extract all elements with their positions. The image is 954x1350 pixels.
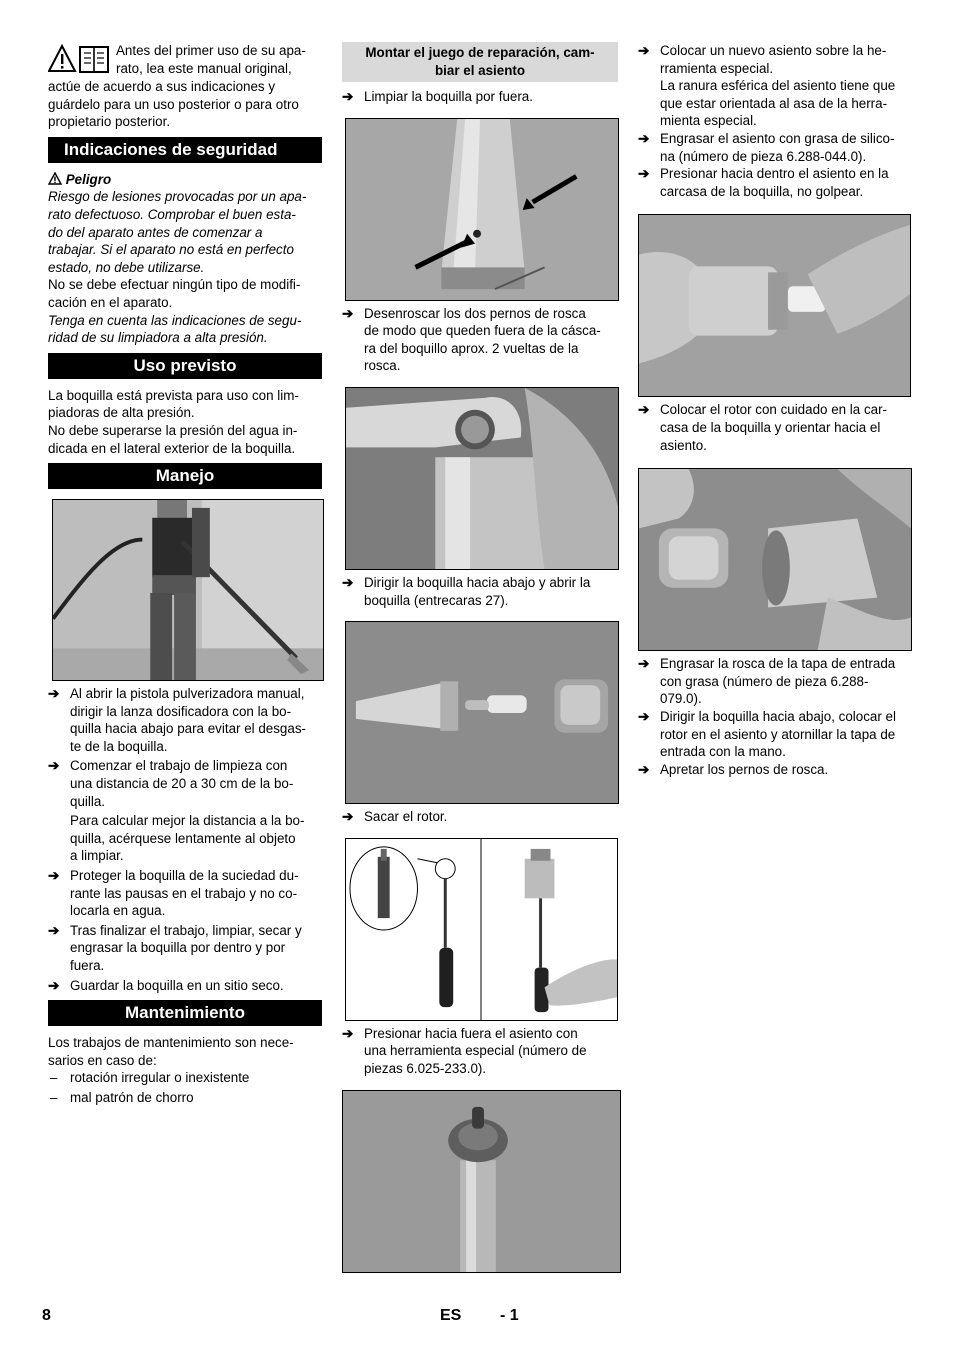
repair-step: ➔ Presionar hacia fuera el asiento con una herramienta especial (número de piezas 6.025-233.0). — [342, 1025, 587, 1076]
column-left — [48, 42, 322, 1107]
safety-heading: Indicaciones de seguridad — [48, 137, 322, 163]
repair-step: ➔ Sacar el rotor. — [342, 809, 448, 825]
operation-heading: Manejo — [48, 463, 322, 489]
column-middle — [342, 42, 618, 1273]
operation-step: ➔ Comenzar el trabajo de limpieza con una distancia de 20 a 30 cm de la bo- quilla. Para calcular mejor la distancia a la bo- quilla, acérquese lentamente al objeto a limpiar. — [48, 758, 305, 864]
operation-step: ➔ Guardar la boquilla en un sitio seco. — [48, 977, 284, 993]
warning-manual-icon — [48, 44, 110, 74]
arrow-right-icon: ➔ — [342, 1025, 354, 1041]
list-item: – rotación irregular o inexistente — [50, 1070, 250, 1086]
intended-use-heading: Uso previsto — [48, 353, 322, 379]
danger-label: Peligro — [65, 171, 112, 187]
repair-step: ➔ Presionar hacia dentro el asiento en la carcasa de la boquilla, no golpear. — [638, 166, 889, 199]
danger-line: estado, no debe utilizarse. — [48, 259, 205, 275]
arrow-right-icon: ➔ — [638, 166, 650, 182]
arrow-right-icon: ➔ — [638, 708, 650, 724]
photo-press-seat — [638, 214, 911, 397]
arrow-right-icon: ➔ — [638, 402, 650, 418]
repair-step: ➔ Engrasar la rosca de la tapa de entrada con grasa (número de pieza 6.288- 079.0). — [638, 656, 896, 707]
arrow-right-icon: ➔ — [342, 809, 354, 825]
intended-use-line: No debe superarse la presión del agua in- — [48, 422, 298, 438]
repair-heading: Montar el juego de reparación, cam- biar el asiento — [342, 42, 618, 82]
page-number: 8 — [42, 1307, 51, 1324]
language-code: ES — [440, 1307, 462, 1324]
operation-step: ➔ Tras finalizar el trabajo, limpiar, secar y engrasar la boquilla por dentro y por fuera. — [48, 922, 302, 973]
arrow-right-icon: ➔ — [638, 130, 650, 146]
repair-step: ➔ Apretar los pernos de rosca. — [638, 761, 829, 777]
photo-special-tool — [345, 838, 618, 1021]
repair-step: ➔ Dirigir la boquilla hacia abajo y abrir la boquilla (entrecaras 27). — [342, 574, 591, 608]
operation-step: ➔ Proteger la boquilla de la suciedad du- rante las pausas en el trabajo y no co- locarla en agua. — [48, 868, 299, 919]
arrow-right-icon: ➔ — [342, 574, 354, 590]
danger-line: rato defectuoso. Comprobar el buen esta- — [48, 206, 296, 222]
repair-step: ➔ Colocar un nuevo asiento sobre la he- rramienta especial. La ranura esférica del asiento tiene que que estar orientada al asa de la herra- mienta especial. — [638, 43, 896, 129]
photo-wrench-on-nozzle — [345, 387, 619, 570]
mod-line: cación en el aparato. — [48, 294, 173, 310]
photo-insert-rotor — [638, 468, 912, 651]
arrow-right-icon: ➔ — [342, 89, 354, 104]
maintenance-heading: Mantenimiento — [48, 1000, 322, 1026]
arrow-right-icon: ➔ — [48, 686, 60, 702]
repair-step: ➔ Dirigir la boquilla hacia abajo, colocar el rotor en el asiento y atornillar la tapa de entrada con la mano. — [638, 708, 896, 760]
note-line: ridad de su limpiadora a alta presión. — [48, 330, 268, 346]
intro-line: rato, lea este manual original, — [116, 60, 292, 76]
intro-line: actúe de acuerdo a sus indicaciones y — [48, 79, 276, 94]
mod-line: No se debe efectuar ningún tipo de modifi- — [48, 277, 301, 293]
list-item: – mal patrón de chorro — [50, 1089, 194, 1105]
sub-page-number: - 1 — [500, 1307, 519, 1324]
arrow-right-icon: ➔ — [48, 922, 60, 938]
arrow-right-icon: ➔ — [638, 656, 650, 672]
repair-step: ➔ Colocar el rotor con cuidado en la car- casa de la boquilla y orientar hacia el asiento. — [638, 402, 888, 453]
warning-triangle-icon — [48, 172, 62, 185]
arrow-right-icon: ➔ — [48, 758, 60, 774]
intro-line: propietario posterior. — [48, 114, 171, 130]
repair-step: ➔ Limpiar la boquilla por fuera. — [342, 89, 533, 104]
photo-disassembled-nozzle — [345, 621, 619, 804]
maintenance-line: sarios en caso de: — [48, 1052, 157, 1068]
photo-seat-on-tool — [342, 1090, 621, 1273]
danger-line: trabajar. Si el aparato no está en perfecto — [48, 242, 294, 258]
column-right — [638, 42, 910, 778]
danger-line: do del aparato antes de comenzar a — [48, 224, 263, 240]
intended-use-line: La boquilla está prevista para uso con lim- — [48, 387, 299, 403]
arrow-right-icon: ➔ — [48, 868, 60, 884]
arrow-right-icon: ➔ — [342, 305, 354, 321]
maintenance-line: Los trabajos de mantenimiento son nece- — [48, 1035, 294, 1051]
danger-label-row — [48, 171, 322, 189]
intro-block — [48, 42, 322, 78]
arrow-right-icon: ➔ — [638, 43, 650, 58]
note-line: Tenga en cuenta las indicaciones de segu- — [48, 312, 302, 328]
photo-nozzle-exterior — [345, 118, 619, 301]
operation-step: ➔ Al abrir la pistola pulverizadora manual, dirigir la lanza dosificadora con la bo- quilla hacia abajo para evitar el desgas- te de la boquilla. — [48, 686, 306, 754]
intended-use-line: piadoras de alta presión. — [48, 405, 195, 421]
arrow-right-icon: ➔ — [48, 977, 60, 993]
photo-operator-with-lance — [52, 499, 324, 681]
intro-line: Antes del primer uso de su apa- — [116, 43, 306, 58]
intro-line: guárdelo para un uso posterior o para otro — [48, 96, 299, 112]
repair-step: ➔ Engrasar el asiento con grasa de silico- na (número de pieza 6.288-044.0). — [638, 130, 895, 164]
intended-use-line: dicada en el lateral exterior de la boquilla. — [48, 440, 296, 456]
danger-line: Riesgo de lesiones provocadas por un apa- — [48, 189, 307, 205]
repair-step: ➔ Desenroscar los dos pernos de rosca de modo que queden fuera de la cásca- ra del boquillo aprox. 2 vueltas de la rosca. — [342, 305, 601, 374]
arrow-right-icon: ➔ — [638, 761, 650, 777]
